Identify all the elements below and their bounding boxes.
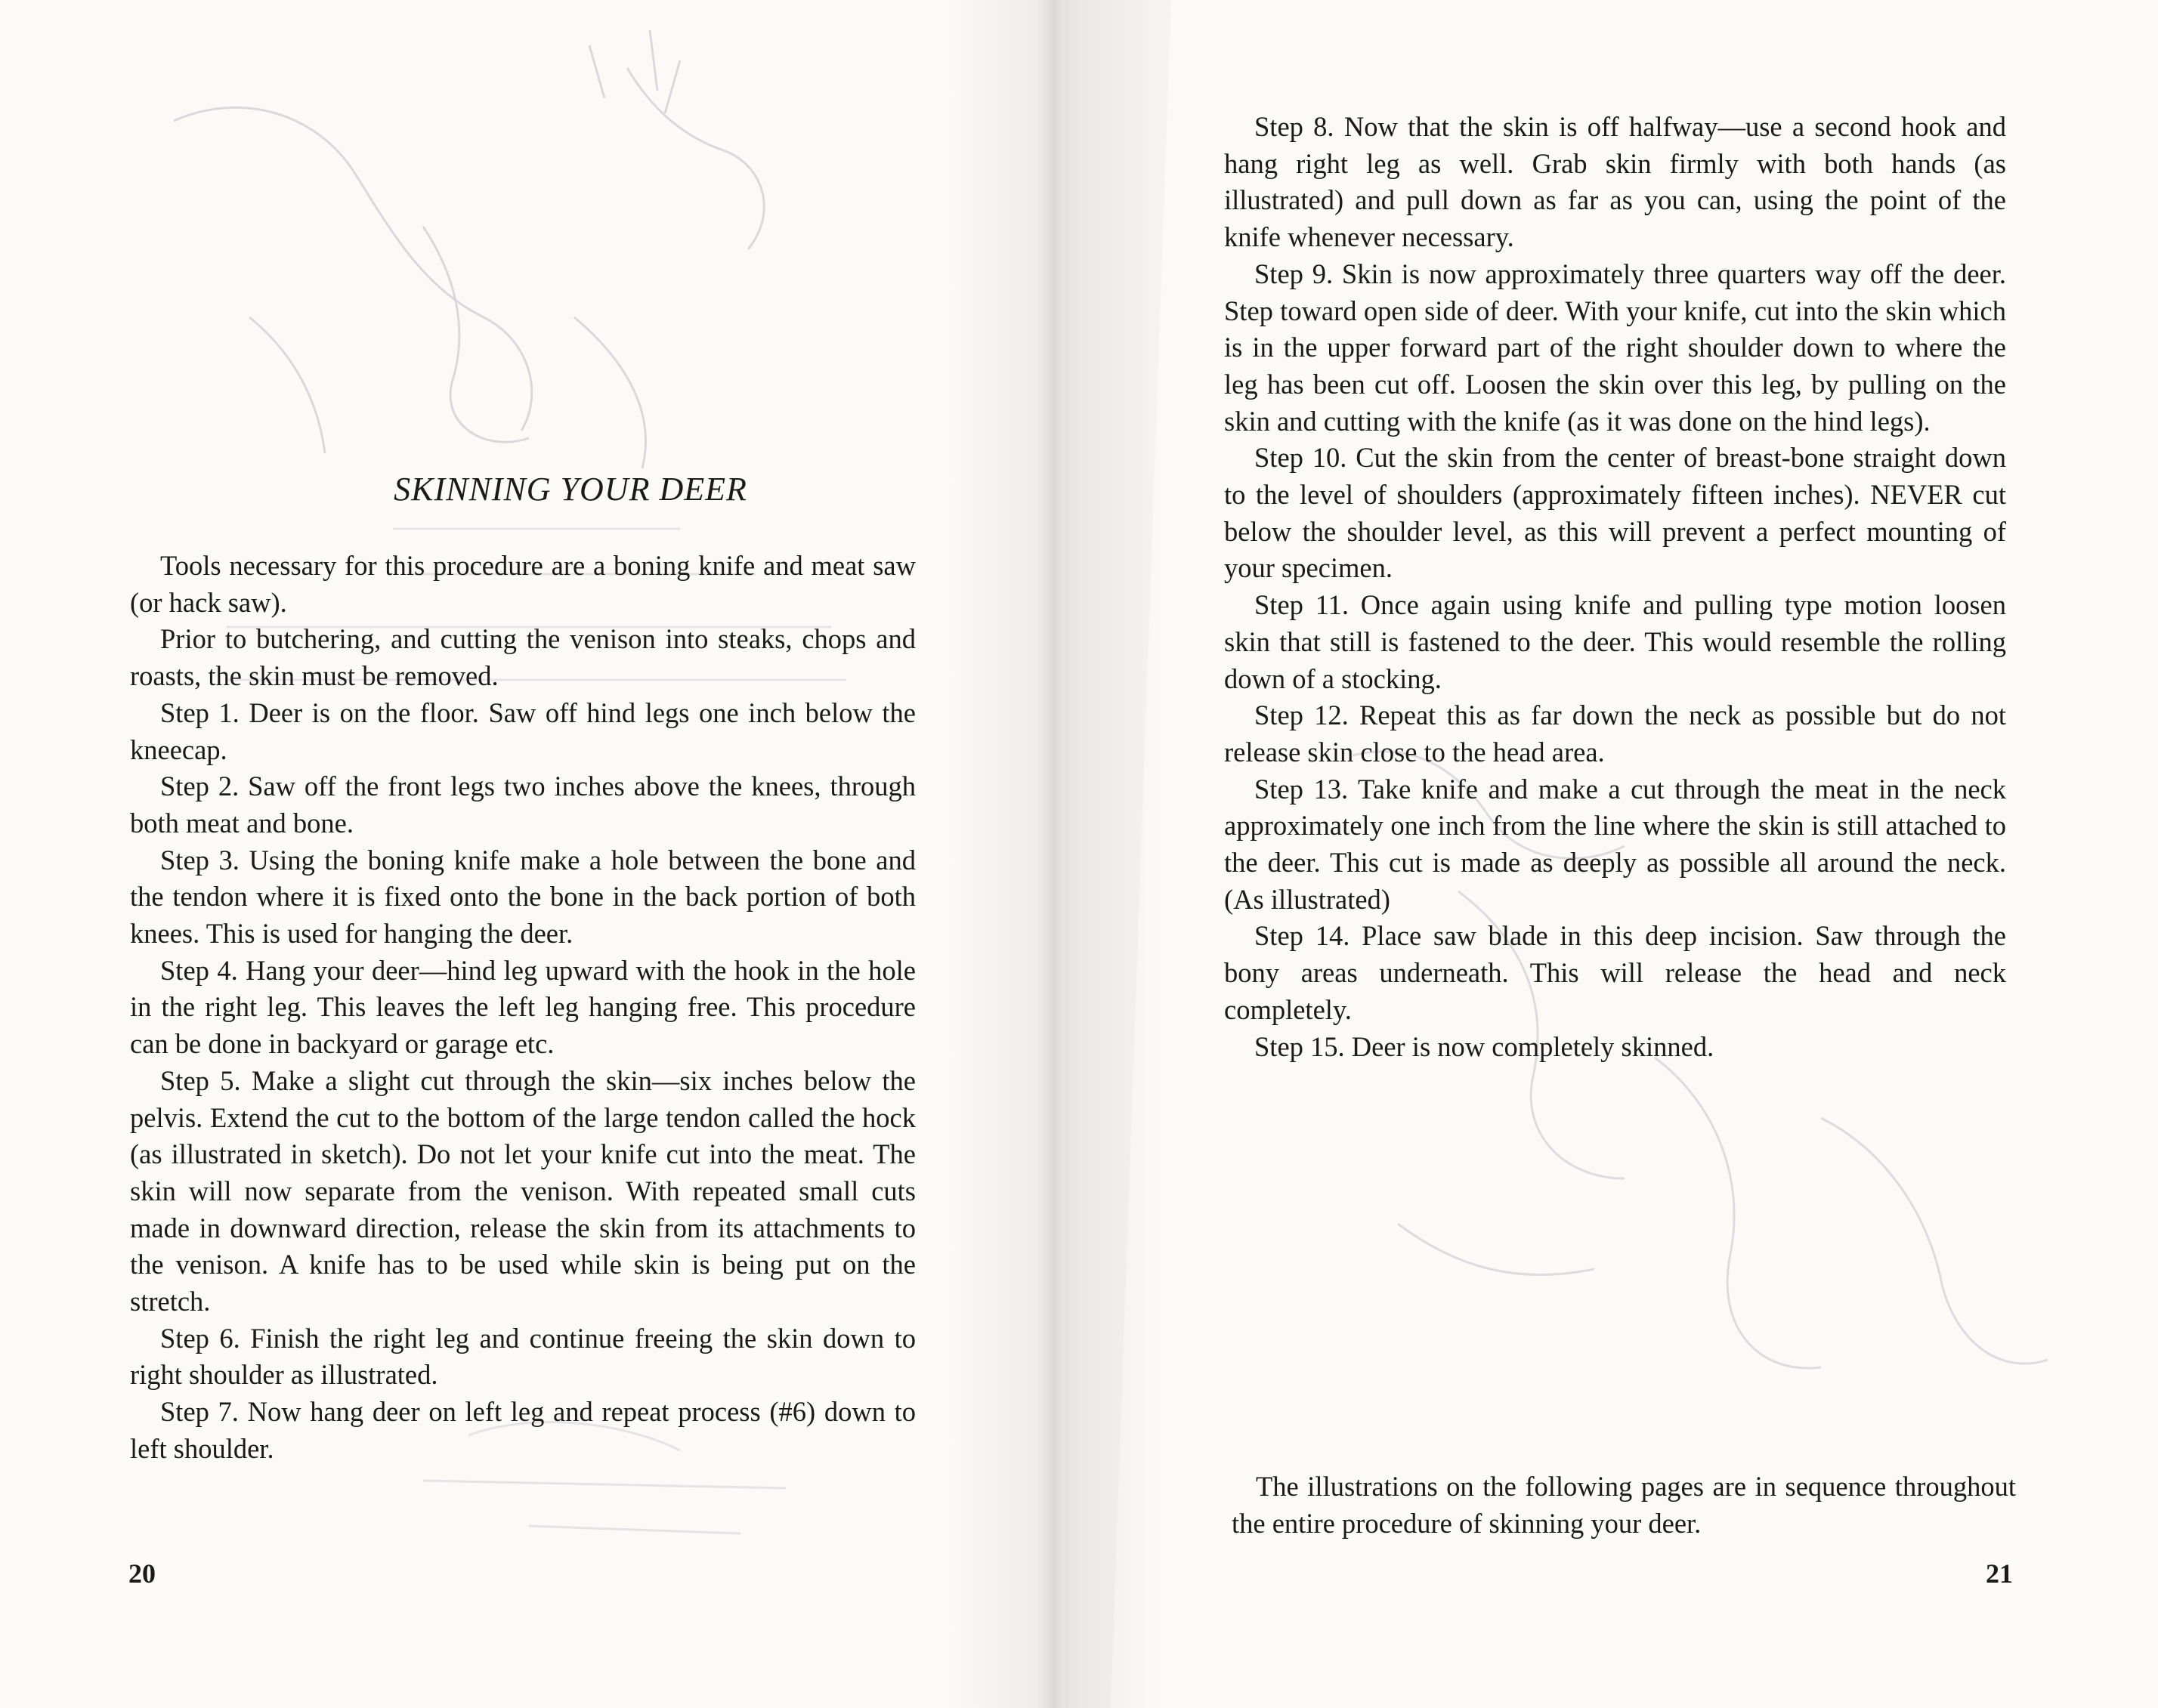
- paragraph-step-5: Step 5. Make a slight cut through the skin—six inches below the pelvis. Extend the cut to the bottom of the large tendon called the hock (as illustrated in sketch). Do not let your knife cut into the meat. The skin will now separate from the venison. With repeated small cuts made in downward direction, release the skin from its attachments to the venison. A knife has to be used while skin is being put on the stretch.: [130, 1064, 916, 1317]
- page-number-left: 20: [128, 1558, 156, 1589]
- paragraph-step-11: Step 11. Once again using knife and pulling type motion loosen skin that still is fastened to the deer. This would resemble the rolling down of a stocking.: [1224, 589, 2006, 694]
- right-text-column: [1224, 109, 2006, 1065]
- left-page: [0, 0, 1065, 1708]
- paragraph-step-9: Step 9. Skin is now approximately three quarters way off the deer. Step toward open side of deer. With your knife, cut into the skin which is in the upper forward part of the right shoulder down to where the leg has been cut off. Loosen the skin over this leg, by pulling on the skin and cutting with the knife (as it was done on the hind legs).: [1224, 258, 2006, 437]
- left-text-column: [130, 548, 916, 1468]
- paragraph-step-13: Step 13. Take knife and make a cut through the meat in the neck approximately one inch from the line where the skin is still attached to the deer. This cut is made as deeply as possible all around the neck. (As illustrated): [1224, 773, 2006, 915]
- paragraph-tools: Tools necessary for this procedure are a boning knife and meat saw (or hack saw).: [130, 550, 916, 618]
- paragraph-step-1: Step 1. Deer is on the floor. Saw off hind legs one inch below the kneecap.: [130, 696, 916, 765]
- paragraph-step-3: Step 3. Using the boning knife make a hole between the bone and the tendon where it is fixed onto the bone in the back portion of both knees. This is used for hanging the deer.: [130, 844, 916, 950]
- paragraph-step-12: Step 12. Repeat this as far down the neck as possible but do not release skin close to the head area.: [1224, 700, 2006, 768]
- section-heading: SKINNING YOUR DEER: [394, 471, 747, 508]
- paragraph-step-10: Step 10. Cut the skin from the center of breast-bone straight down to the level of shoulders (approximately fifteen inches). NEVER cut below the shoulder level, as this will prevent a perfect mounting of your specimen.: [1224, 442, 2006, 584]
- paragraph-intro: Prior to butchering, and cutting the venison into steaks, chops and roasts, the skin must be removed.: [130, 623, 916, 692]
- paragraph-step-7: Step 7. Now hang deer on left leg and repeat process (#6) down to left shoulder.: [130, 1396, 916, 1464]
- paragraph-step-4: Step 4. Hang your deer—hind leg upward with the hook in the hole in the right leg. This leaves the left leg hanging free. This procedure can be done in backyard or garage etc.: [130, 954, 916, 1060]
- paragraph-step-6: Step 6. Finish the right leg and continue freeing the skin down to right shoulder as illustrated.: [130, 1322, 916, 1391]
- paragraph-step-2: Step 2. Saw off the front legs two inches above the knees, through both meat and bone.: [130, 771, 916, 839]
- page-number-right: 21: [1986, 1558, 2013, 1589]
- paragraph-step-15: Step 15. Deer is now completely skinned.: [1254, 1030, 1714, 1062]
- paragraph-step-8: Step 8. Now that the skin is off halfway—use a second hook and hang right leg as well. Grab skin firmly with both hands (as illustrated) and pull down as far as you can, using the point of the knife whenever necessary.: [1224, 111, 2006, 253]
- illustrations-note: The illustrations on the following pages are in sequence throughout the entire procedure of skinning your deer.: [1232, 1471, 2016, 1539]
- paragraph-step-14: Step 14. Place saw blade in this deep incision. Saw through the bony areas underneath. This will release the head and neck completely.: [1224, 920, 2006, 1025]
